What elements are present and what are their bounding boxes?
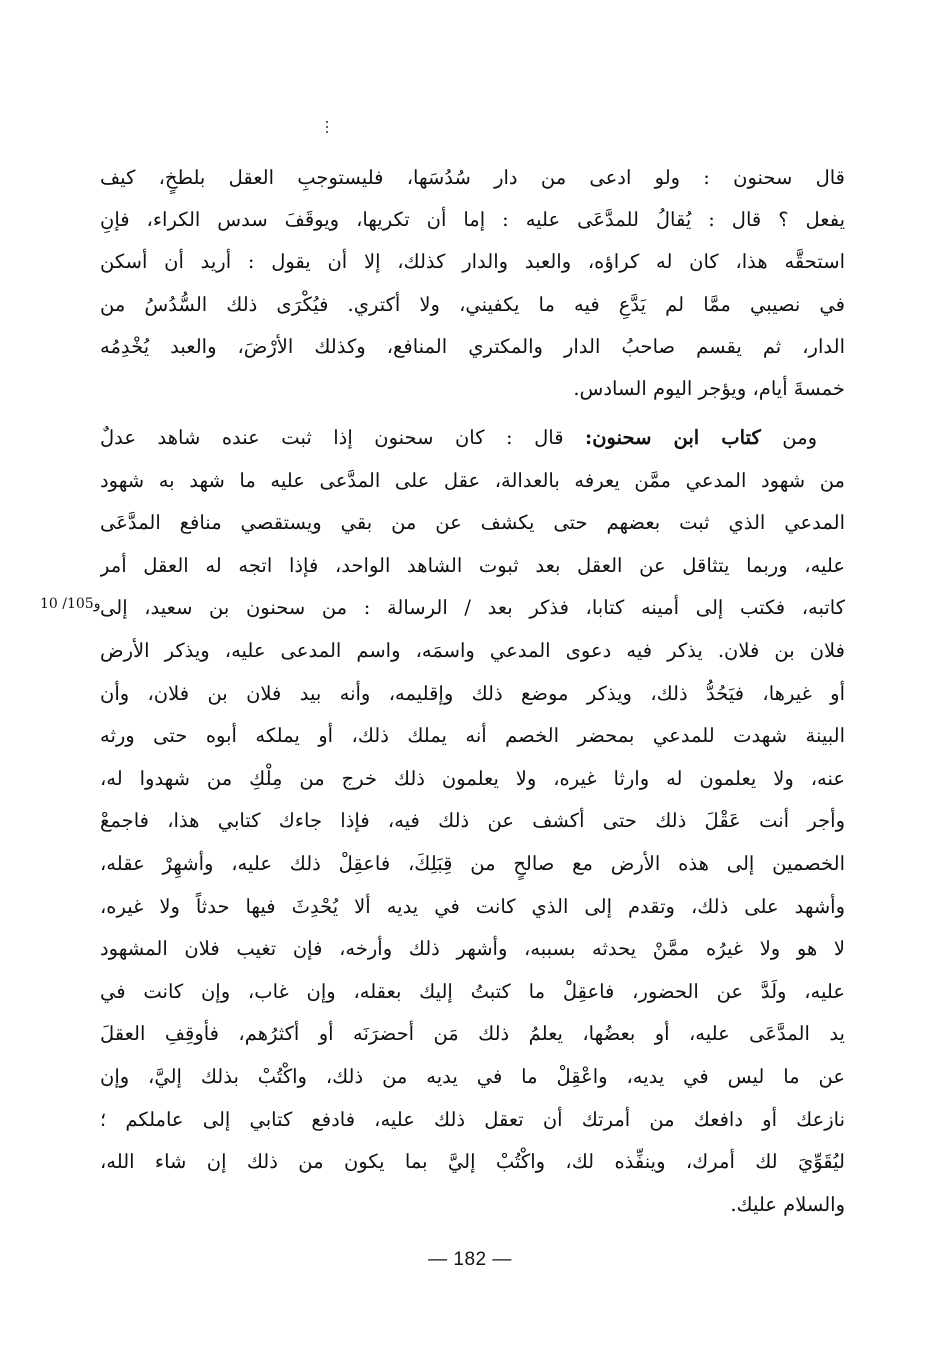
paragraph-1-line: خمسةَ أيام، ويؤجر اليوم السادس. [573,377,845,401]
top-ornament [322,118,332,140]
paragraph-2-line: ليُقَوِّيَ لك أمرك، وينفِّذه لك، واكْتُبْ إليَّ بما يكون من ذلك إن شاء الله، [100,1150,845,1174]
paragraph-2-line: كاتبه، فكتب إلى أمينه كتابا، فذكر بعد / الرسالة : من سحنون بن سعيد، إلى [100,596,845,620]
paragraph-2-line: عليه، وربما يتثاقل عن العقل بعد ثبوت الشاهد الواحد، فإذا اتجه له العقل أمر [100,553,845,577]
paragraph-2-line: البينة شهدت للمدعي بمحضر الخصم أنه يملك ذلك، أو يملكه أبوه حتى ورثه [100,724,845,748]
paragraph-1-line: استحقَّه هذا، كان له كراؤه، والعبد والدار كذلك، إلا أن يقول : أريد أن أسكن [100,250,845,274]
paragraph-2-line: وأشهد على ذلك، وتقدم إلى الذي كانت في يديه ألا يُحْدِثَ فيها حدثاً ولا غيره، [100,894,845,918]
paragraph-2-line: فلان بن فلان. يذكر فيه دعوى المدعي واسمَه، واسم المدعى عليه، ويذكر الأرض [100,638,845,662]
paragraph-2-lead: ومن [782,426,817,449]
paragraph-2-line: والسلام عليك. [730,1192,845,1216]
page-number: — 182 — [428,1249,512,1270]
paragraph-2-line: لا هو ولا غيرُه ممَّنْ يحدثه بسببه، وأشهر ذلك وأرخه، فإن تغيب فلان المشهود [100,937,845,961]
paragraph-2-line: عليه، ولَدَّ عن الحضور، فاعقِلْ ما كتبتُ إليك بعقله، وإن غاب، وإن كانت في [100,979,845,1003]
paragraph-1 [100,157,845,410]
paragraph-1-line: قال سحنون : ولو ادعى من دار سُدُسَها، فليستوجبِ العقل بلطخٍ، كيف [100,166,845,189]
paragraph-2-line: المدعي الذي ثبت بعضهم حتى يكشف عن من بقي ويستقصي منافع المدَّعَى [100,511,845,535]
manuscript-folio-marker: 10 /105و [40,596,101,612]
paragraph-2-line: عنه، ولا يعلمون له وارثا غيره، ولا يعلمون ذلك خرج من مِلْكِ من شهدوا له، [100,766,845,790]
paragraph-2-line: نازعك أو دافعك من أمرتك أن تعقل ذلك عليه، فادفع كتابي إلى عاملكم ؛ [100,1107,845,1131]
paragraph-2-first-line-rest: قال : كان سحنون إذا ثبت عنده شاهد عدلٌ [100,426,564,449]
paragraph-2-line: الخصمين إلى هذه الأرض مع صالحٍ من قِبَلِكَ، فاعقِلْ ذلك عليه، وأشهِرْ عقله، [100,851,845,875]
paragraph-2-line: وأجر أنت عَقْلَ ذلك حتى أكشف عن ذلك فيه، فإذا جاءك كتابي هذا، فاجمعْ [100,809,845,833]
paragraph-1-line: الدار، ثم يقسم صاحبُ الدار والمكتري المنافع، وكذلك الأرْضَ، والعبد يُخْدِمُه [100,334,845,358]
paragraph-2-line: عن ما ليس في يديه، واعْقِلْ ما في يديه من ذلك، واكْتُبْ بذلك إليَّ، وإن [100,1064,845,1088]
paragraph-2 [100,417,845,1226]
paragraph-1-line: يفعل ؟ قال : يُقالُ للمدَّعَى عليه : إما أن تكريها، ويوقَفَ سدس الكراء، فإنِ [100,208,845,232]
paragraph-2-first-line [100,417,845,460]
paragraph-2-line: يد المدَّعَى عليه، أو بعضُها، يعلمُ ذلك مَن أحضرَنَه أو أكثرُهم، فأوقِفِ العقلَ [100,1022,845,1046]
source-title: كتاب ابن سحنون: [585,426,761,449]
paragraph-2-line: من شهود المدعي ممَّن يعرفه بالعدالة، عقل على المدَّعى عليه ما شهد به شهود [100,468,845,492]
paragraph-1-line: في نصيبي ممَّا لم يَدَّعِ فيه ما يكفيني، ولا أكتري. فيُكْرَى ذلك السُّدُسُ من [100,292,845,316]
paragraph-2-line: أو غيرها، فيَحُدُّ ذلك، ويذكر موضع ذلك وإقليمه، وأنه بيد فلان بن فلان، وأن [100,681,845,705]
